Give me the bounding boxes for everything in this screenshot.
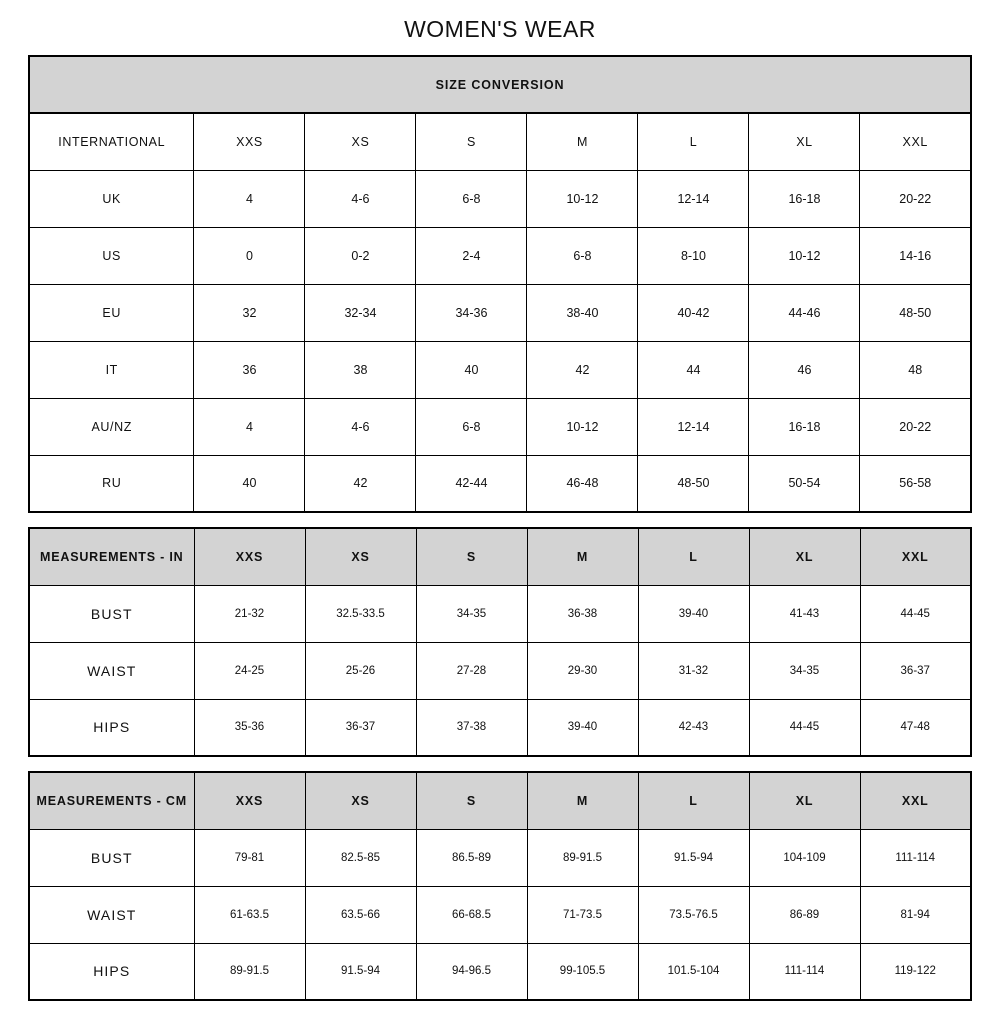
cell-bust-cm-xxs: 79-81: [194, 829, 305, 886]
cell-waist-cm-xxs: 61-63.5: [194, 886, 305, 943]
table-header-row: [29, 772, 971, 829]
cell-waist-in-m: 29-30: [527, 642, 638, 699]
cell-it-m: 42: [527, 341, 638, 398]
cell-hips-in-xl: 44-45: [749, 699, 860, 756]
header-cell-l: L: [638, 113, 749, 170]
table-row: [29, 829, 971, 886]
measurements-cm-table: [28, 771, 972, 1001]
cell-waist-cm-s: 66-68.5: [416, 886, 527, 943]
header-cell-xxs: XXS: [194, 113, 305, 170]
table-row: [29, 943, 971, 1000]
cell-aunz-xs: 4-6: [305, 398, 416, 455]
cell-it-xs: 38: [305, 341, 416, 398]
cell-hips-in-xxl: 47-48: [860, 699, 971, 756]
cell-aunz-l: 12-14: [638, 398, 749, 455]
header-cell-xxl: XXL: [860, 772, 971, 829]
cell-it-xxl: 48: [860, 341, 971, 398]
cell-ru-l: 48-50: [638, 455, 749, 512]
cell-waist-cm-xxl: 81-94: [860, 886, 971, 943]
table-row: [29, 455, 971, 512]
cell-bust-in-m: 36-38: [527, 585, 638, 642]
cell-uk-l: 12-14: [638, 170, 749, 227]
cell-eu-l: 40-42: [638, 284, 749, 341]
cell-uk-s: 6-8: [416, 170, 527, 227]
table-banner-row: [29, 56, 971, 113]
table-row: [29, 341, 971, 398]
header-cell-xl: XL: [749, 772, 860, 829]
header-cell-xxs: XXS: [194, 772, 305, 829]
cell-hips-cm-m: 99-105.5: [527, 943, 638, 1000]
row-label-aunz: AU/NZ: [29, 398, 194, 455]
cell-hips-cm-l: 101.5-104: [638, 943, 749, 1000]
table-row: [29, 699, 971, 756]
cell-it-xl: 46: [749, 341, 860, 398]
cell-hips-in-xs: 36-37: [305, 699, 416, 756]
cell-waist-in-s: 27-28: [416, 642, 527, 699]
cell-eu-xxs: 32: [194, 284, 305, 341]
header-cell-s: S: [416, 528, 527, 585]
size-conversion-table: [28, 55, 972, 513]
cell-us-xxl: 14-16: [860, 227, 971, 284]
cell-waist-cm-xl: 86-89: [749, 886, 860, 943]
cell-us-xxs: 0: [194, 227, 305, 284]
cell-uk-xxs: 4: [194, 170, 305, 227]
cell-hips-cm-s: 94-96.5: [416, 943, 527, 1000]
row-label-eu: EU: [29, 284, 194, 341]
row-label-ru: RU: [29, 455, 194, 512]
table-row: [29, 585, 971, 642]
cell-hips-in-m: 39-40: [527, 699, 638, 756]
cell-ru-m: 46-48: [527, 455, 638, 512]
cell-aunz-s: 6-8: [416, 398, 527, 455]
row-label-it: IT: [29, 341, 194, 398]
header-cell-xs: XS: [305, 772, 416, 829]
cell-bust-in-xxs: 21-32: [194, 585, 305, 642]
cell-hips-cm-xs: 91.5-94: [305, 943, 416, 1000]
cell-hips-in-l: 42-43: [638, 699, 749, 756]
row-label-bust-cm: BUST: [29, 829, 194, 886]
cell-us-xs: 0-2: [305, 227, 416, 284]
row-label-waist-in: WAIST: [29, 642, 194, 699]
header-cell-m: M: [527, 528, 638, 585]
cell-aunz-xxl: 20-22: [860, 398, 971, 455]
cell-bust-in-s: 34-35: [416, 585, 527, 642]
cell-hips-cm-xl: 111-114: [749, 943, 860, 1000]
cell-bust-cm-m: 89-91.5: [527, 829, 638, 886]
cell-bust-in-xs: 32.5-33.5: [305, 585, 416, 642]
header-cell-l: L: [638, 528, 749, 585]
cell-eu-xs: 32-34: [305, 284, 416, 341]
row-label-hips-in: HIPS: [29, 699, 194, 756]
header-cell-xl: XL: [749, 528, 860, 585]
table-row: [29, 886, 971, 943]
cell-waist-in-xs: 25-26: [305, 642, 416, 699]
cell-aunz-xl: 16-18: [749, 398, 860, 455]
cell-ru-s: 42-44: [416, 455, 527, 512]
header-cell-xxl: XXL: [860, 528, 971, 585]
cell-uk-xl: 16-18: [749, 170, 860, 227]
cell-ru-xxl: 56-58: [860, 455, 971, 512]
table-row: [29, 227, 971, 284]
measurements-inches-table: [28, 527, 972, 757]
cell-ru-xl: 50-54: [749, 455, 860, 512]
cell-uk-m: 10-12: [527, 170, 638, 227]
size-chart-page: [0, 16, 1000, 1016]
cell-eu-xl: 44-46: [749, 284, 860, 341]
row-label-uk: UK: [29, 170, 194, 227]
row-label-us: US: [29, 227, 194, 284]
cell-hips-in-s: 37-38: [416, 699, 527, 756]
table-row: [29, 170, 971, 227]
size-conversion-banner: SIZE CONVERSION: [29, 56, 971, 113]
table-header-row: [29, 528, 971, 585]
cell-it-l: 44: [638, 341, 749, 398]
cell-us-s: 2-4: [416, 227, 527, 284]
cell-us-xl: 10-12: [749, 227, 860, 284]
cell-aunz-m: 10-12: [527, 398, 638, 455]
row-label-waist-cm: WAIST: [29, 886, 194, 943]
cell-bust-cm-xs: 82.5-85: [305, 829, 416, 886]
cell-uk-xxl: 20-22: [860, 170, 971, 227]
header-cell-xs: XS: [305, 113, 416, 170]
row-label-bust-in: BUST: [29, 585, 194, 642]
header-cell-xxl: XXL: [860, 113, 971, 170]
header-cell-xxs: XXS: [194, 528, 305, 585]
cell-eu-s: 34-36: [416, 284, 527, 341]
header-cell-xs: XS: [305, 528, 416, 585]
cell-waist-cm-m: 71-73.5: [527, 886, 638, 943]
cell-waist-in-l: 31-32: [638, 642, 749, 699]
cell-hips-cm-xxl: 119-122: [860, 943, 971, 1000]
cell-hips-cm-xxs: 89-91.5: [194, 943, 305, 1000]
cell-ru-xxs: 40: [194, 455, 305, 512]
cell-us-m: 6-8: [527, 227, 638, 284]
cell-ru-xs: 42: [305, 455, 416, 512]
cell-bust-cm-s: 86.5-89: [416, 829, 527, 886]
header-cell-s: S: [416, 113, 527, 170]
cell-waist-in-xxs: 24-25: [194, 642, 305, 699]
cell-waist-cm-xs: 63.5-66: [305, 886, 416, 943]
cell-bust-cm-xl: 104-109: [749, 829, 860, 886]
cell-waist-in-xxl: 36-37: [860, 642, 971, 699]
header-cell-xl: XL: [749, 113, 860, 170]
cell-eu-xxl: 48-50: [860, 284, 971, 341]
cell-bust-cm-l: 91.5-94: [638, 829, 749, 886]
header-cell-l: L: [638, 772, 749, 829]
cell-uk-xs: 4-6: [305, 170, 416, 227]
header-cell-international: INTERNATIONAL: [29, 113, 194, 170]
cell-aunz-xxs: 4: [194, 398, 305, 455]
cell-eu-m: 38-40: [527, 284, 638, 341]
table-header-row: [29, 113, 971, 170]
cell-it-xxs: 36: [194, 341, 305, 398]
cell-it-s: 40: [416, 341, 527, 398]
header-cell-m: M: [527, 113, 638, 170]
table-row: [29, 284, 971, 341]
row-label-hips-cm: HIPS: [29, 943, 194, 1000]
header-cell-measurements-in: MEASUREMENTS - IN: [29, 528, 194, 585]
cell-bust-in-xxl: 44-45: [860, 585, 971, 642]
cell-bust-in-xl: 41-43: [749, 585, 860, 642]
table-row: [29, 642, 971, 699]
header-cell-measurements-cm: MEASUREMENTS - CM: [29, 772, 194, 829]
header-cell-s: S: [416, 772, 527, 829]
cell-hips-in-xxs: 35-36: [194, 699, 305, 756]
cell-bust-cm-xxl: 111-114: [860, 829, 971, 886]
cell-waist-in-xl: 34-35: [749, 642, 860, 699]
cell-bust-in-l: 39-40: [638, 585, 749, 642]
cell-waist-cm-l: 73.5-76.5: [638, 886, 749, 943]
page-title: WOMEN'S WEAR: [404, 16, 596, 42]
cell-us-l: 8-10: [638, 227, 749, 284]
header-cell-m: M: [527, 772, 638, 829]
table-row: [29, 398, 971, 455]
